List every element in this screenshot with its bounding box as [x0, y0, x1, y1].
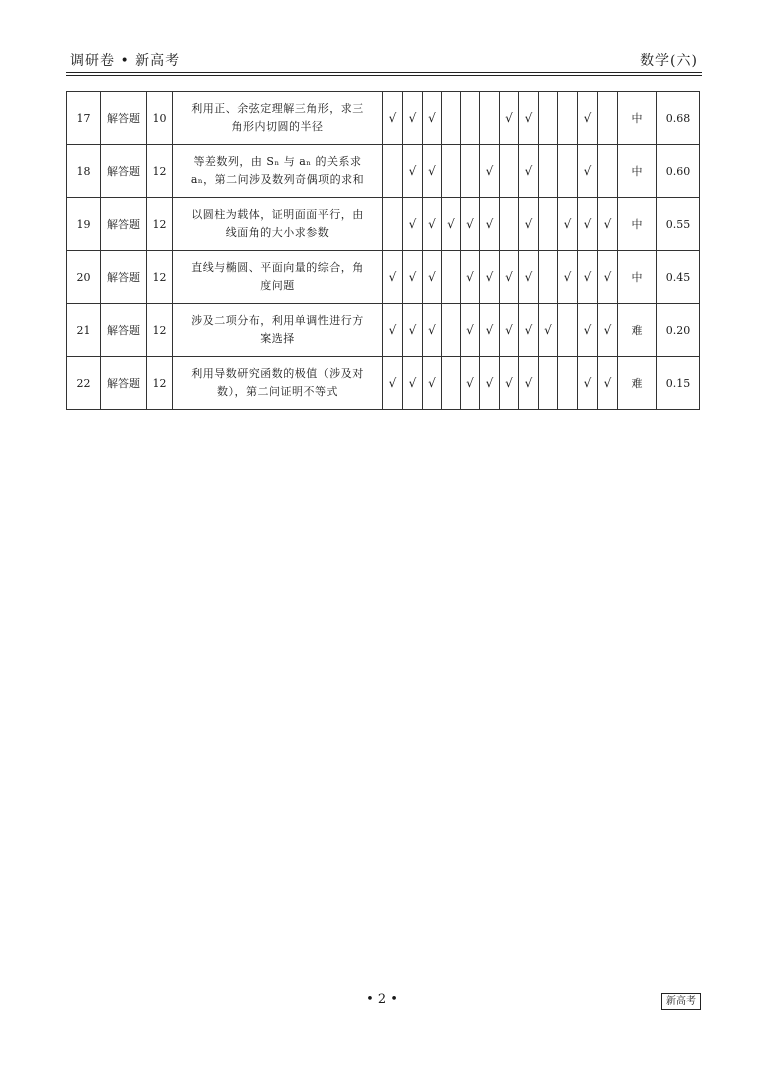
knowledge-check-cell [500, 198, 519, 251]
edition-badge: 新高考 [661, 993, 701, 1010]
knowledge-check-cell: √ [558, 198, 578, 251]
knowledge-check-cell: √ [598, 357, 618, 410]
knowledge-check-cell [442, 251, 461, 304]
difficulty-level: 难 [618, 304, 657, 357]
knowledge-check-cell: √ [403, 198, 423, 251]
question-number: 17 [67, 92, 101, 145]
knowledge-check-cell [558, 92, 578, 145]
knowledge-check-cell: √ [423, 92, 442, 145]
expected-score-rate: 0.60 [657, 145, 700, 198]
question-type: 解答题 [101, 92, 147, 145]
knowledge-check-cell [539, 251, 558, 304]
knowledge-check-cell: √ [519, 92, 539, 145]
knowledge-check-cell [558, 145, 578, 198]
question-description [173, 357, 383, 410]
question-score: 10 [147, 92, 173, 145]
knowledge-check-cell: √ [480, 251, 500, 304]
knowledge-check-cell [539, 357, 558, 410]
question-score: 12 [147, 357, 173, 410]
difficulty-level: 中 [618, 145, 657, 198]
description-line: 利用导数研究函数的极值（涉及对 [191, 367, 364, 380]
knowledge-check-cell: √ [578, 304, 598, 357]
question-type: 解答题 [101, 304, 147, 357]
knowledge-check-cell: √ [519, 251, 539, 304]
knowledge-check-cell: √ [383, 357, 403, 410]
knowledge-check-cell [598, 145, 618, 198]
difficulty-level: 难 [618, 357, 657, 410]
table-row [67, 92, 700, 145]
description-line: 等差数列，由 Sₙ 与 aₙ 的关系求 [193, 155, 362, 168]
description-line: 利用正、余弦定理解三角形，求三 [191, 102, 364, 115]
question-number: 22 [67, 357, 101, 410]
knowledge-check-cell: √ [403, 145, 423, 198]
knowledge-check-cell [383, 198, 403, 251]
knowledge-check-cell: √ [500, 304, 519, 357]
table-row [67, 357, 700, 410]
knowledge-check-cell: √ [598, 251, 618, 304]
header-left-title: 调研卷 • 新高考 [70, 53, 181, 69]
knowledge-check-cell: √ [383, 304, 403, 357]
knowledge-check-cell [539, 198, 558, 251]
knowledge-check-cell: √ [423, 251, 442, 304]
question-description [173, 304, 383, 357]
question-description [173, 145, 383, 198]
description-line: 涉及二项分布，利用单调性进行方 [191, 314, 364, 327]
knowledge-check-cell: √ [403, 251, 423, 304]
description-line: aₙ，第二问涉及数列奇偶项的求和 [190, 173, 365, 186]
knowledge-check-cell: √ [500, 357, 519, 410]
knowledge-check-cell: √ [423, 198, 442, 251]
question-score: 12 [147, 251, 173, 304]
question-number: 21 [67, 304, 101, 357]
knowledge-check-cell: √ [403, 304, 423, 357]
knowledge-check-cell [558, 357, 578, 410]
knowledge-check-cell: √ [423, 357, 442, 410]
knowledge-check-cell [442, 304, 461, 357]
table-row [67, 251, 700, 304]
knowledge-check-cell [442, 145, 461, 198]
knowledge-check-cell: √ [539, 304, 558, 357]
knowledge-check-cell: √ [480, 357, 500, 410]
question-number: 18 [67, 145, 101, 198]
knowledge-check-cell: √ [519, 198, 539, 251]
description-line: 直线与椭圆、平面向量的综合，角 [191, 261, 364, 274]
knowledge-check-cell [461, 92, 480, 145]
description-line: 数），第二问证明不等式 [217, 385, 338, 398]
question-description [173, 92, 383, 145]
table-row [67, 304, 700, 357]
description-line: 案选择 [260, 332, 295, 345]
knowledge-check-cell: √ [500, 251, 519, 304]
knowledge-check-cell: √ [480, 198, 500, 251]
question-description [173, 251, 383, 304]
knowledge-check-cell: √ [578, 357, 598, 410]
difficulty-level: 中 [618, 251, 657, 304]
knowledge-check-cell [480, 92, 500, 145]
knowledge-check-cell [383, 145, 403, 198]
knowledge-check-cell [598, 92, 618, 145]
question-type: 解答题 [101, 357, 147, 410]
question-type: 解答题 [101, 145, 147, 198]
table-row [67, 145, 700, 198]
question-number: 20 [67, 251, 101, 304]
expected-score-rate: 0.20 [657, 304, 700, 357]
knowledge-check-cell: √ [383, 251, 403, 304]
knowledge-check-cell: √ [461, 357, 480, 410]
knowledge-check-cell: √ [500, 92, 519, 145]
question-type: 解答题 [101, 251, 147, 304]
description-line: 线面角的大小求参数 [225, 226, 330, 239]
header-right-title: 数学(六) [640, 53, 698, 69]
difficulty-level: 中 [618, 92, 657, 145]
knowledge-check-cell: √ [578, 251, 598, 304]
question-description [173, 198, 383, 251]
knowledge-check-cell: √ [578, 198, 598, 251]
header-rule-secondary [66, 75, 702, 76]
table-row [67, 198, 700, 251]
knowledge-check-cell: √ [403, 357, 423, 410]
knowledge-check-cell [500, 145, 519, 198]
knowledge-check-cell: √ [461, 304, 480, 357]
knowledge-check-cell [558, 304, 578, 357]
knowledge-check-cell: √ [461, 198, 480, 251]
knowledge-check-cell: √ [383, 92, 403, 145]
expected-score-rate: 0.55 [657, 198, 700, 251]
knowledge-check-cell: √ [578, 145, 598, 198]
knowledge-check-cell: √ [598, 198, 618, 251]
knowledge-check-cell: √ [442, 198, 461, 251]
knowledge-check-cell: √ [519, 357, 539, 410]
question-analysis-table [66, 91, 700, 410]
expected-score-rate: 0.68 [657, 92, 700, 145]
page-number: • 2 • [366, 992, 398, 1007]
question-number: 19 [67, 198, 101, 251]
knowledge-check-cell: √ [519, 304, 539, 357]
question-score: 12 [147, 304, 173, 357]
question-type: 解答题 [101, 198, 147, 251]
knowledge-check-cell [539, 145, 558, 198]
knowledge-check-cell: √ [461, 251, 480, 304]
header-rule [66, 72, 702, 73]
knowledge-check-cell [461, 145, 480, 198]
description-line: 角形内切圆的半径 [231, 120, 324, 133]
question-score: 12 [147, 145, 173, 198]
description-line: 度问题 [260, 279, 295, 292]
knowledge-check-cell: √ [403, 92, 423, 145]
knowledge-check-cell: √ [480, 145, 500, 198]
knowledge-check-cell: √ [423, 145, 442, 198]
knowledge-check-cell: √ [578, 92, 598, 145]
knowledge-check-cell: √ [423, 304, 442, 357]
knowledge-check-cell: √ [480, 304, 500, 357]
knowledge-check-cell: √ [558, 251, 578, 304]
expected-score-rate: 0.45 [657, 251, 700, 304]
expected-score-rate: 0.15 [657, 357, 700, 410]
knowledge-check-cell [442, 92, 461, 145]
knowledge-check-cell [539, 92, 558, 145]
knowledge-check-cell: √ [519, 145, 539, 198]
question-score: 12 [147, 198, 173, 251]
knowledge-check-cell: √ [598, 304, 618, 357]
description-line: 以圆柱为载体，证明面面平行，由 [191, 208, 364, 221]
difficulty-level: 中 [618, 198, 657, 251]
knowledge-check-cell [442, 357, 461, 410]
